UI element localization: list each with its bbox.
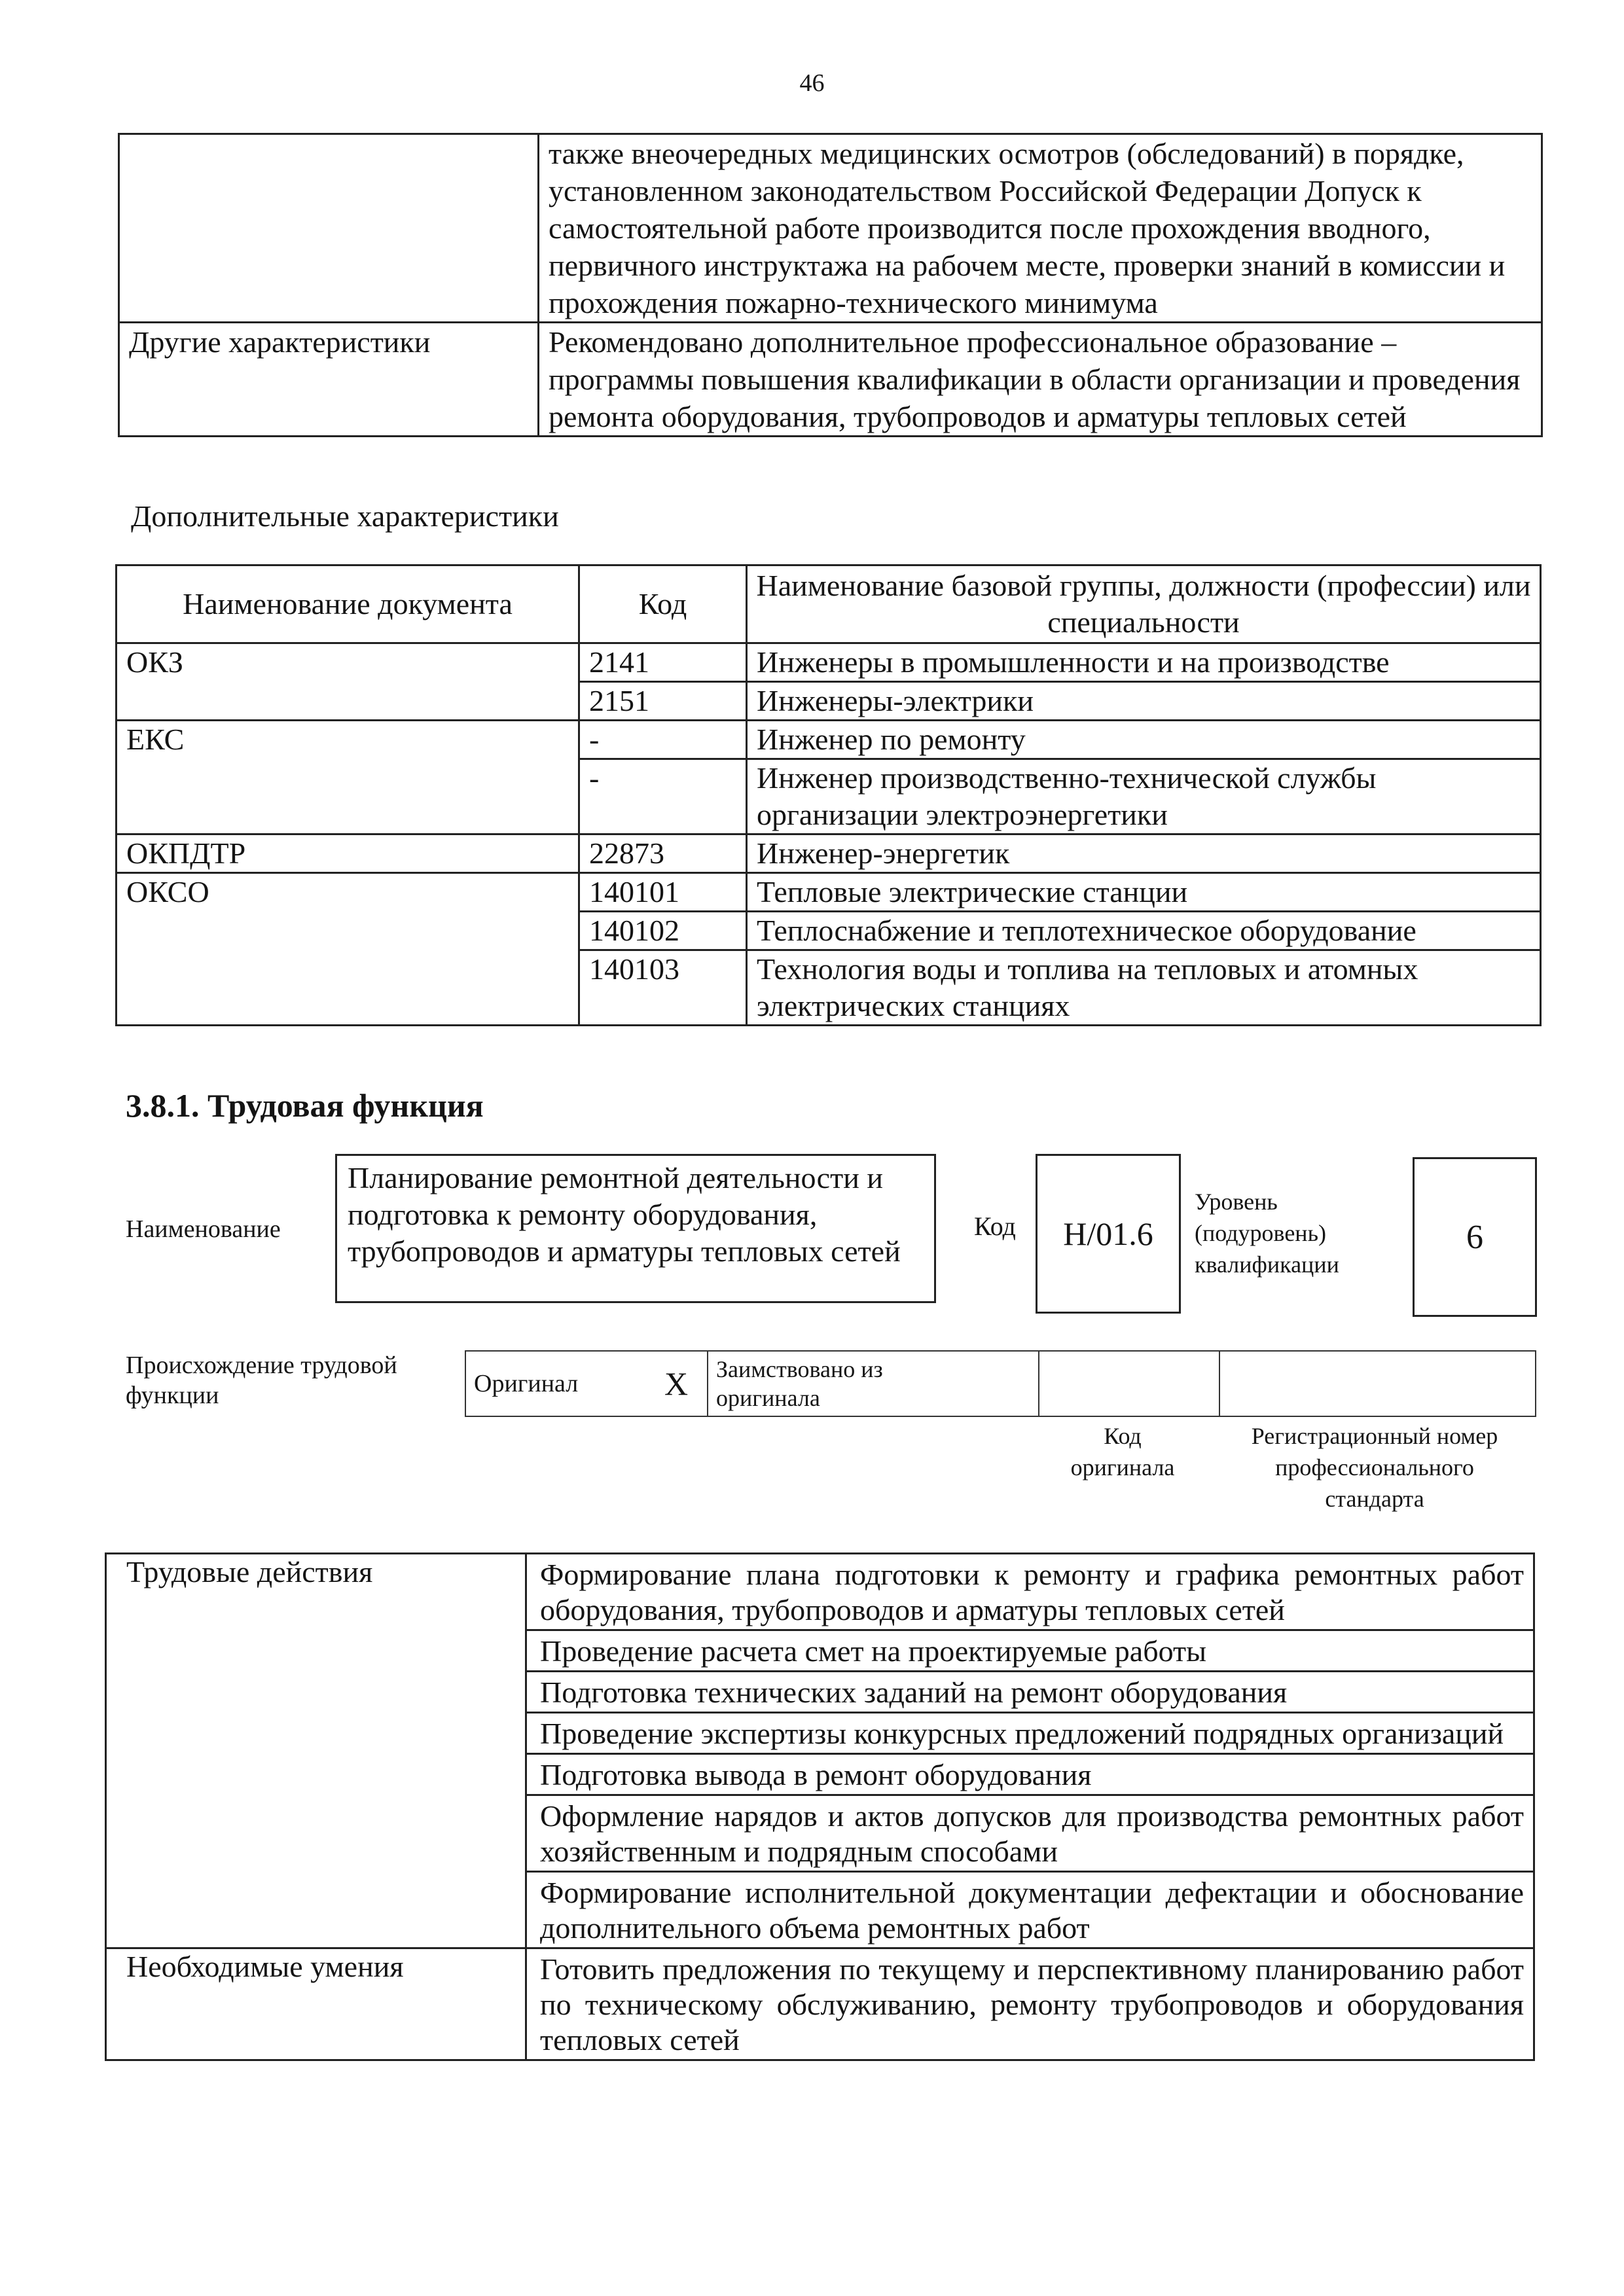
actions-label: Трудовые действия: [106, 1554, 526, 1630]
action-item: Формирование исполнительной документации дефектации и обоснование дополнительного объема ремонтных работ: [526, 1872, 1534, 1948]
cell-doc: ОКЗ: [117, 643, 579, 682]
table-row: [117, 759, 1541, 834]
cell-doc: [117, 950, 579, 1026]
table-row: [117, 873, 1541, 912]
table-row: [106, 1554, 1534, 1630]
original-mark: X: [645, 1351, 708, 1416]
original-cell: Оригинал: [465, 1351, 645, 1416]
cell-name: Теплоснабжение и теплотехническое оборудование: [747, 912, 1541, 950]
level-label: [1195, 1186, 1339, 1280]
origin-label-line: Происхождение трудовой: [126, 1352, 397, 1379]
caption-line: Код: [1104, 1423, 1142, 1449]
qualification-requirements-table: [118, 133, 1543, 437]
action-item: Оформление нарядов и актов допусков для производства ремонтных работ хозяйственным и подрядным способами: [526, 1795, 1534, 1872]
table-row: [106, 1795, 1534, 1872]
table-row: [117, 950, 1541, 1026]
actions-label-spacer: [106, 1795, 526, 1872]
cell-name: Инженер производственно-технической службы организации электроэнергетики: [747, 759, 1541, 834]
actions-label-spacer: [106, 1630, 526, 1672]
skill-item: Готовить предложения по текущему и перспективному планированию работ по техническому обслуживанию, ремонту трубопроводов и оборудования тепловых сетей: [526, 1948, 1534, 2060]
action-item: Формирование плана подготовки к ремонту и графика ремонтных работ оборудования, трубопроводов и арматуры тепловых сетей: [526, 1554, 1534, 1630]
origin-table: [465, 1350, 1536, 1417]
actions-label-spacer: [106, 1713, 526, 1754]
page-number: 46: [799, 69, 825, 97]
cell-code: 2141: [579, 643, 747, 682]
caption-line: стандарта: [1325, 1486, 1424, 1512]
original-code-caption: [1047, 1420, 1198, 1483]
actions-label-spacer: [106, 1672, 526, 1713]
table-header-row: [117, 565, 1541, 643]
extra-characteristics-heading: Дополнительные характеристики: [131, 499, 559, 533]
action-item: Подготовка вывода в ремонт оборудования: [526, 1754, 1534, 1795]
cell-name: Тепловые электрические станции: [747, 873, 1541, 912]
level-box: 6: [1413, 1157, 1537, 1317]
row-text: также внеочередных медицинских осмотров (обследований) в порядке, установленном законодательством Российской Федерации Допуск к самостоятельной работе производится после прохождения вводного, первичного инструктажа на рабочем месте, проверки знаний в комиссии и прохождения пожарно-технического минимума: [539, 134, 1542, 323]
borrowed-line: оригинала: [716, 1385, 820, 1411]
cell-code: 140102: [579, 912, 747, 950]
cell-doc: ЕКС: [117, 721, 579, 759]
level-label-line: Уровень: [1195, 1189, 1278, 1215]
level-label-line: (подуровень): [1195, 1220, 1326, 1246]
cell-name: Технология воды и топлива на тепловых и атомных электрических станциях: [747, 950, 1541, 1026]
cell-code: 22873: [579, 834, 747, 873]
cell-doc: ОКПДТР: [117, 834, 579, 873]
action-item: Подготовка технических заданий на ремонт оборудования: [526, 1672, 1534, 1713]
actions-label-spacer: [106, 1754, 526, 1795]
table-row: [106, 1672, 1534, 1713]
header-doc: Наименование документа: [117, 565, 579, 643]
cell-code: 140103: [579, 950, 747, 1026]
borrowed-cell: [708, 1351, 1039, 1416]
borrowed-line: Заимствовано из: [716, 1356, 883, 1382]
cell-code: 140101: [579, 873, 747, 912]
table-row: [117, 682, 1541, 721]
cell-doc: [117, 912, 579, 950]
header-name: Наименование базовой группы, должности (профессии) или специальности: [747, 565, 1541, 643]
table-row: [106, 1948, 1534, 2060]
row-label: [119, 134, 539, 323]
cell-name: Инженер по ремонту: [747, 721, 1541, 759]
cell-code: -: [579, 721, 747, 759]
labor-actions-table: [105, 1552, 1535, 2061]
extra-characteristics-table: [115, 564, 1542, 1026]
cell-name: Инженеры-электрики: [747, 682, 1541, 721]
table-row: [465, 1351, 1536, 1416]
row-text: Рекомендовано дополнительное профессиональное образование – программы повышения квалификации в области организации и проведения ремонта оборудования, трубопроводов и арматуры тепловых сетей: [539, 323, 1542, 437]
original-code-cell: [1039, 1351, 1219, 1416]
section-title: 3.8.1. Трудовая функция: [126, 1087, 484, 1124]
caption-line: Регистрационный номер: [1251, 1423, 1498, 1449]
registration-number-caption: [1224, 1420, 1525, 1515]
table-row: [106, 1872, 1534, 1948]
cell-name: Инженеры в промышленности и на производстве: [747, 643, 1541, 682]
cell-doc: [117, 682, 579, 721]
cell-doc: ОКСО: [117, 873, 579, 912]
skills-label: Необходимые умения: [106, 1948, 526, 2060]
table-row: [106, 1713, 1534, 1754]
table-row: [117, 721, 1541, 759]
registration-number-cell: [1219, 1351, 1536, 1416]
origin-label-line: функции: [126, 1382, 219, 1409]
table-row: [119, 134, 1542, 323]
actions-label-spacer: [106, 1872, 526, 1948]
table-row: [106, 1754, 1534, 1795]
name-label: Наименование: [126, 1215, 281, 1243]
table-row: [117, 834, 1541, 873]
table-row: [106, 1630, 1534, 1672]
table-row: [119, 323, 1542, 437]
function-name-box: Планирование ремонтной деятельности и подготовка к ремонту оборудования, трубопроводов и арматуры тепловых сетей: [335, 1154, 936, 1303]
action-item: Проведение экспертизы конкурсных предложений подрядных организаций: [526, 1713, 1534, 1754]
code-label: Код: [974, 1211, 1016, 1241]
table-row: [117, 643, 1541, 682]
caption-line: оригинала: [1070, 1454, 1175, 1480]
header-code: Код: [579, 565, 747, 643]
table-row: [117, 912, 1541, 950]
caption-line: профессионального: [1275, 1454, 1474, 1480]
row-label: Другие характеристики: [119, 323, 539, 437]
level-label-line: квалификации: [1195, 1251, 1339, 1278]
origin-label: [126, 1350, 397, 1410]
cell-doc: [117, 759, 579, 834]
action-item: Проведение расчета смет на проектируемые работы: [526, 1630, 1534, 1672]
code-box: Н/01.6: [1036, 1154, 1181, 1314]
cell-name: Инженер-энергетик: [747, 834, 1541, 873]
cell-code: -: [579, 759, 747, 834]
cell-code: 2151: [579, 682, 747, 721]
